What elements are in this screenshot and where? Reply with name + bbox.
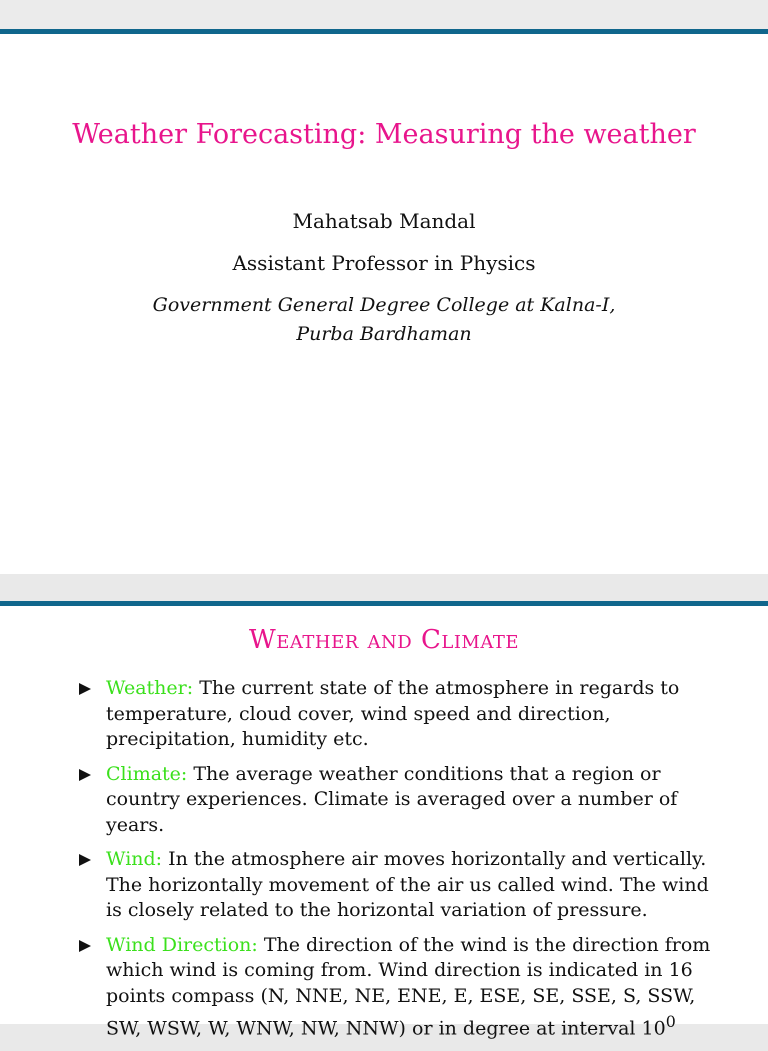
term-label: Wind:: [106, 848, 163, 870]
term-label: Climate:: [106, 762, 188, 785]
list-item: [0, 762, 768, 839]
definition-text: The current state of the atmosphere in regards to temperature, cloud cover, wind speed and direction, precipitation, humidity etc.: [106, 677, 680, 750]
triangle-bullet-icon: [79, 854, 91, 866]
degree-superscript: 0: [665, 1012, 676, 1031]
definition-text: The direction of the wind is the direction from which wind is coming from. Wind direction is indicated in 16 points compass (N, NNE, NE, ENE, E, ESE, SE, SSE, S, SSW, SW, WSW, W, WNW, NW, NNW) or in degree at interval 10: [106, 933, 711, 1040]
term-label: Weather:: [106, 677, 194, 699]
author-name: Mahatsab Mandal: [292, 209, 476, 233]
list-item: [0, 676, 768, 753]
definition-text: The average weather conditions that a region or country experiences. Climate is averaged over a number of years.: [106, 762, 678, 836]
list-item: [0, 847, 768, 924]
slide-header-rule: [0, 29, 768, 34]
slide-title: [0, 29, 768, 574]
term-label: Wind Direction:: [106, 933, 258, 956]
triangle-bullet-icon: [79, 769, 91, 781]
triangle-bullet-icon: [79, 940, 91, 952]
slide-header-rule: [0, 601, 768, 606]
definition-text: In the atmosphere air moves horizontally and vertically. The horizontally movement of the air us called wind. The wind is closely related to the horizontal variation of pressure.: [106, 848, 709, 921]
institution-line-2: Purba Bardhaman: [296, 323, 472, 345]
slide-heading: Weather and Climate: [248, 625, 520, 655]
triangle-bullet-icon: [79, 683, 91, 695]
institution: [0, 291, 768, 349]
institution-line-1: Government General Degree College at Kalna-I,: [152, 294, 616, 316]
page-gap: [0, 0, 768, 29]
bullet-list: [0, 676, 768, 1051]
list-item: [0, 933, 768, 1042]
slide-title-heading: Weather Forecasting: Measuring the weather: [72, 119, 696, 150]
author-position: Assistant Professor in Physics: [232, 251, 536, 275]
slide-weather-climate: [0, 601, 768, 1040]
